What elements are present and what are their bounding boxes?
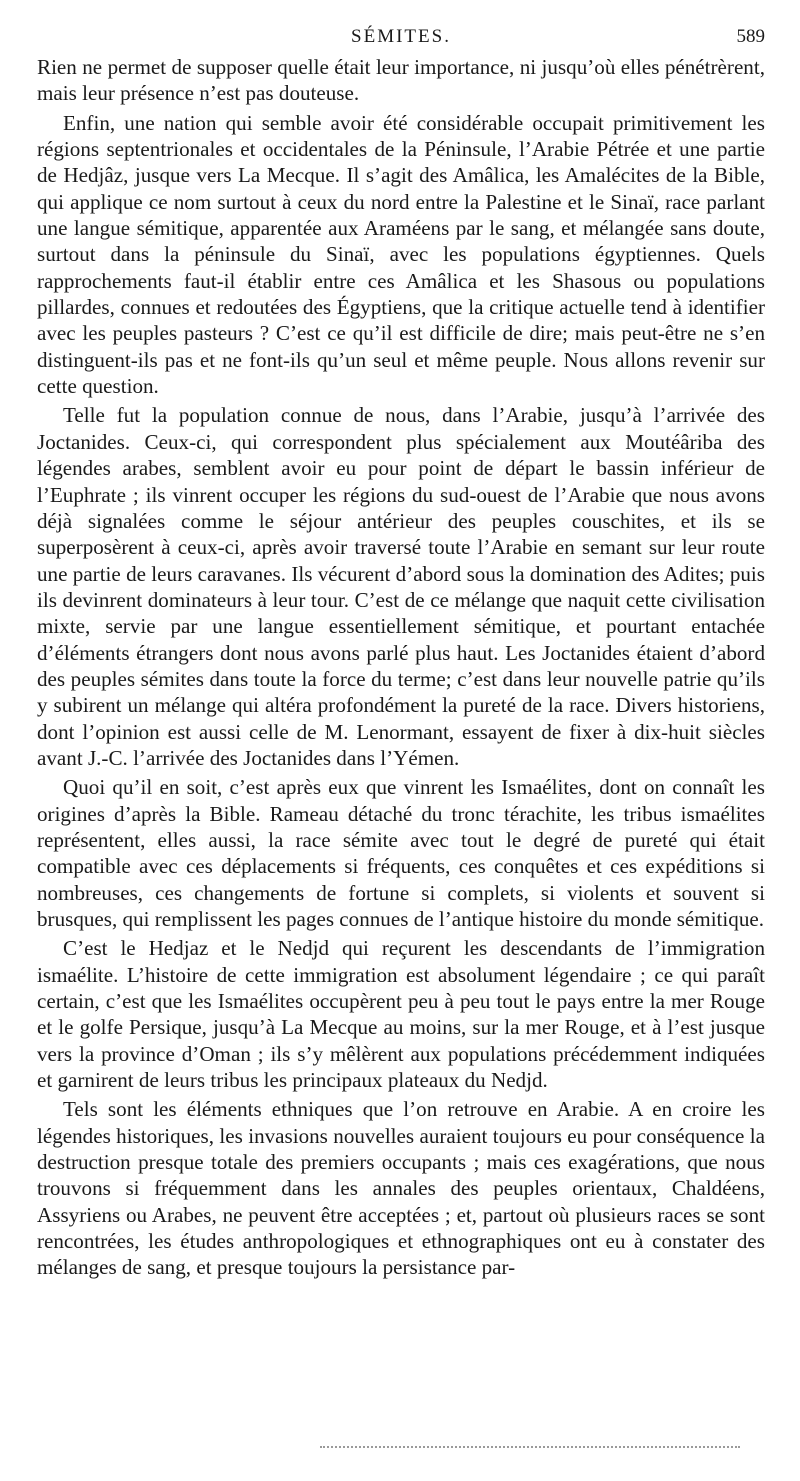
- bottom-print-artifact: [320, 1446, 740, 1452]
- book-page: [37, 26, 765, 1281]
- paragraph-ethnic-elements: Tels sont les éléments ethniques que l’on retrouve en Arabie. A en croire les légendes historiques, les invasions nouvelles auraient toujours eu pour conséquence la destruction presque totale des premiers occupants ; mais ces exagérations, que nous trouvons si fréquemment dans les annales des peuples orientaux, Chaldéens, Assyriens ou Arabes, ne peuvent être acceptées ; et, partout où plusieurs races se sont rencontrées, les études anthropologiques et ethnographiques ont eu à constater des mélanges de sang, et presque toujours la persistance par-: [37, 1097, 765, 1280]
- page-number: 589: [736, 26, 765, 47]
- paragraph-hedjaz-nedjd: C’est le Hedjaz et le Nedjd qui reçurent les descendants de l’immigration ismaélite. L’histoire de cette immigration est absolument légendaire ; ce qui paraît certain, c’est que les Ismaélites occupèrent peu à peu tout le pays entre la mer Rouge et le golfe Persique, jusqu’à La Mecque au moins, sur la mer Rouge, et à l’est jusque vers la province d’Oman ; ils s’y mêlèrent aux populations précédemment indiquées et garnirent de leurs tribus les principaux plateaux du Nedjd.: [37, 936, 765, 1093]
- paragraph-joctanides: Telle fut la population connue de nous, dans l’Arabie, jusqu’à l’arrivée des Joctanides. Ceux-ci, qui correspondent plus spécialement aux Moutéâriba des légendes arabes, semblent avoir eu pour point de départ le bassin inférieur de l’Euphrate ; ils vinrent occuper les régions du sud-ouest de l’Arabie que nous avons déjà signalées comme le séjour antérieur des peuples couschites, et ils se superposèrent à ceux-ci, après avoir traversé toute l’Arabie en semant sur leur route une partie de leurs caravanes. Ils vécurent d’abord sous la domination des Adites; puis ils devinrent dominateurs à leur tour. C’est de ce mélange que naquit cette civilisation mixte, servie par une langue essentiellement sémitique, et pourtant entachée d’éléments étrangers dont nous avons parlé plus haut. Les Joctanides étaient d’abord des peuples sémites dans toute la force du terme; c’est dans leur nouvelle patrie qu’ils y subirent un mélange qui altéra profondément la pureté de la race. Divers historiens, dont l’opinion est aussi celle de M. Lenormant, essayent de fixer à dix-huit siècles avant J.-C. l’arrivée des Joctanides dans l’Yémen.: [37, 403, 765, 770]
- paragraph-ismaelites: Quoi qu’il en soit, c’est après eux que vinrent les Ismaélites, dont on connaît les origines d’après la Bible. Rameau détaché du tronc térachite, les tribus ismaélites représentent, elles aussi, la race sémite avec tout le degré de pureté qui était compatible avec ces déplacements si fréquents, ces conquêtes et ces expéditions si nombreuses, ces changements de fortune si complets, si violents et souvent si brusques, qui remplissent les pages connues de l’antique histoire du monde sémitique.: [37, 775, 765, 931]
- paragraph-amalica: Enfin, une nation qui semble avoir été considérable occupait primitivement les régions septentrionales et occidentales de la Péninsule, l’Arabie Pétrée et une partie de Hedjâz, jusque vers La Mecque. Il s’agit des Amâlica, les Amalécites de la Bible, qui applique ce nom surtout à ceux du nord entre la Palestine et le Sinaï, race parlant une langue sémitique, apparentée aux Araméens par le sang, et mélangée sans doute, surtout dans la péninsule du Sinaï, avec les populations égyptiennes. Quels rapprochements faut-il établir entre ces Amâlica et les Shasous ou populations pillardes, connues et redoutées des Égyptiens, que la critique actuelle tend à identifier avec les peuples pasteurs ? C’est ce qu’il est difficile de dire; mais peut-être ne s’en distinguent-ils pas et ne font-ils qu’un seul et même peuple. Nous allons revenir sur cette question.: [37, 110, 765, 399]
- running-header: [37, 26, 765, 54]
- body-text: [37, 54, 765, 1281]
- running-title: SÉMITES.: [351, 26, 451, 47]
- paragraph-continuation: Rien ne permet de supposer quelle était leur importance, ni jusqu’où elles pénétrèrent, mais leur présence n’est pas douteuse.: [37, 55, 765, 106]
